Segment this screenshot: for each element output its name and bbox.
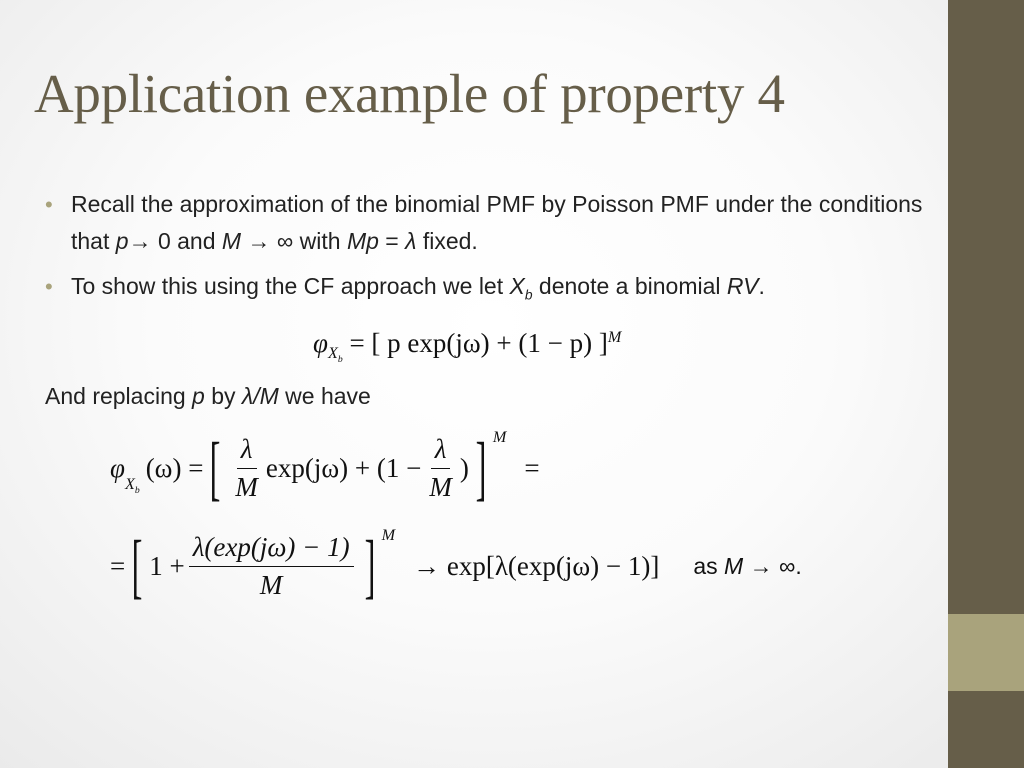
var-M: M [724,552,744,579]
fraction-limit [189,532,354,601]
phi-symbol: φ [110,452,125,483]
equation-limit [110,526,802,606]
var-X: X [509,273,525,299]
right-bracket: ] [364,526,376,606]
phi-symbol: φ [313,328,328,358]
var-p: p [115,228,129,254]
left-bracket: [ [131,526,143,606]
bullet-dot: • [45,274,53,299]
bullet-text: fixed. [416,228,478,254]
left-bracket: [ [210,428,221,508]
equation-cf-binomial [313,328,621,366]
bullet-dot: • [45,192,53,217]
eq-sub: X [124,474,135,493]
eq-equals: = [524,452,540,483]
eq-close: ) [459,452,469,483]
var-RV: RV [726,273,759,299]
sidebar-accent-block [948,614,1024,691]
eq-subsub: b [337,354,343,366]
bullet-text: = [378,228,406,254]
bullet-text: Recall the approximation of the binomial PMF by Poisson PMF under the conditions that [71,191,923,254]
as-label: as [693,552,725,579]
eq-one-plus: 1 + [149,550,185,581]
var-lambda-over-M: λ/M [241,383,279,409]
eq-sup: M [381,526,396,544]
slide-title: Application example of property 4 [34,63,785,124]
para-text: And replacing [45,383,193,409]
eq-limit-result: → exp[λ(exp(jω) − 1)] [413,550,660,581]
arrow-infinity: → ∞. [743,552,802,579]
eq-sub: X [327,344,338,363]
var-M: M [221,228,242,254]
bullet-text: . [758,273,765,299]
bullet-recall [45,186,925,260]
para-text: we have [278,383,371,409]
fraction-lambda-over-M [231,434,262,503]
fraction-denominator: M [429,471,452,502]
bullet-text: denote a binomial [532,273,727,299]
eq-arg: (ω) = [145,452,204,483]
fraction-numerator: λ(exp(jω) − 1) [189,532,354,567]
fraction-numerator: λ [237,434,257,469]
bullet-text: → ∞ with [241,228,347,254]
fraction-denominator: M [259,569,283,600]
eq-subsub: b [134,485,140,496]
fraction-denominator: M [235,471,258,502]
bullet-list [45,186,925,322]
var-lambda: λ [405,228,417,254]
equation-substitution [110,428,540,508]
var-Mp: Mp [346,228,379,254]
var-sub-b: b [524,287,533,303]
eq-sup: M [492,428,507,446]
eq-sup: M [607,328,622,346]
para-text: by [204,383,242,409]
eq-body: = [ p exp(jω) + (1 − p) ] [349,328,608,358]
fraction-lambda-over-M [425,434,456,503]
bullet-text: 0 and [151,228,222,254]
bullet-text: To show this using the CF approach we let [71,273,510,299]
eq-equals: = [110,550,126,581]
arrow-glyph: → [128,228,152,254]
eq-middle: exp(jω) + (1 − [265,452,422,483]
right-bracket: ] [475,428,487,508]
replacing-paragraph [45,378,371,414]
var-p: p [192,383,205,409]
fraction-numerator: λ [431,434,451,469]
bullet-cf-approach [45,268,925,314]
as-M-text [693,553,801,580]
